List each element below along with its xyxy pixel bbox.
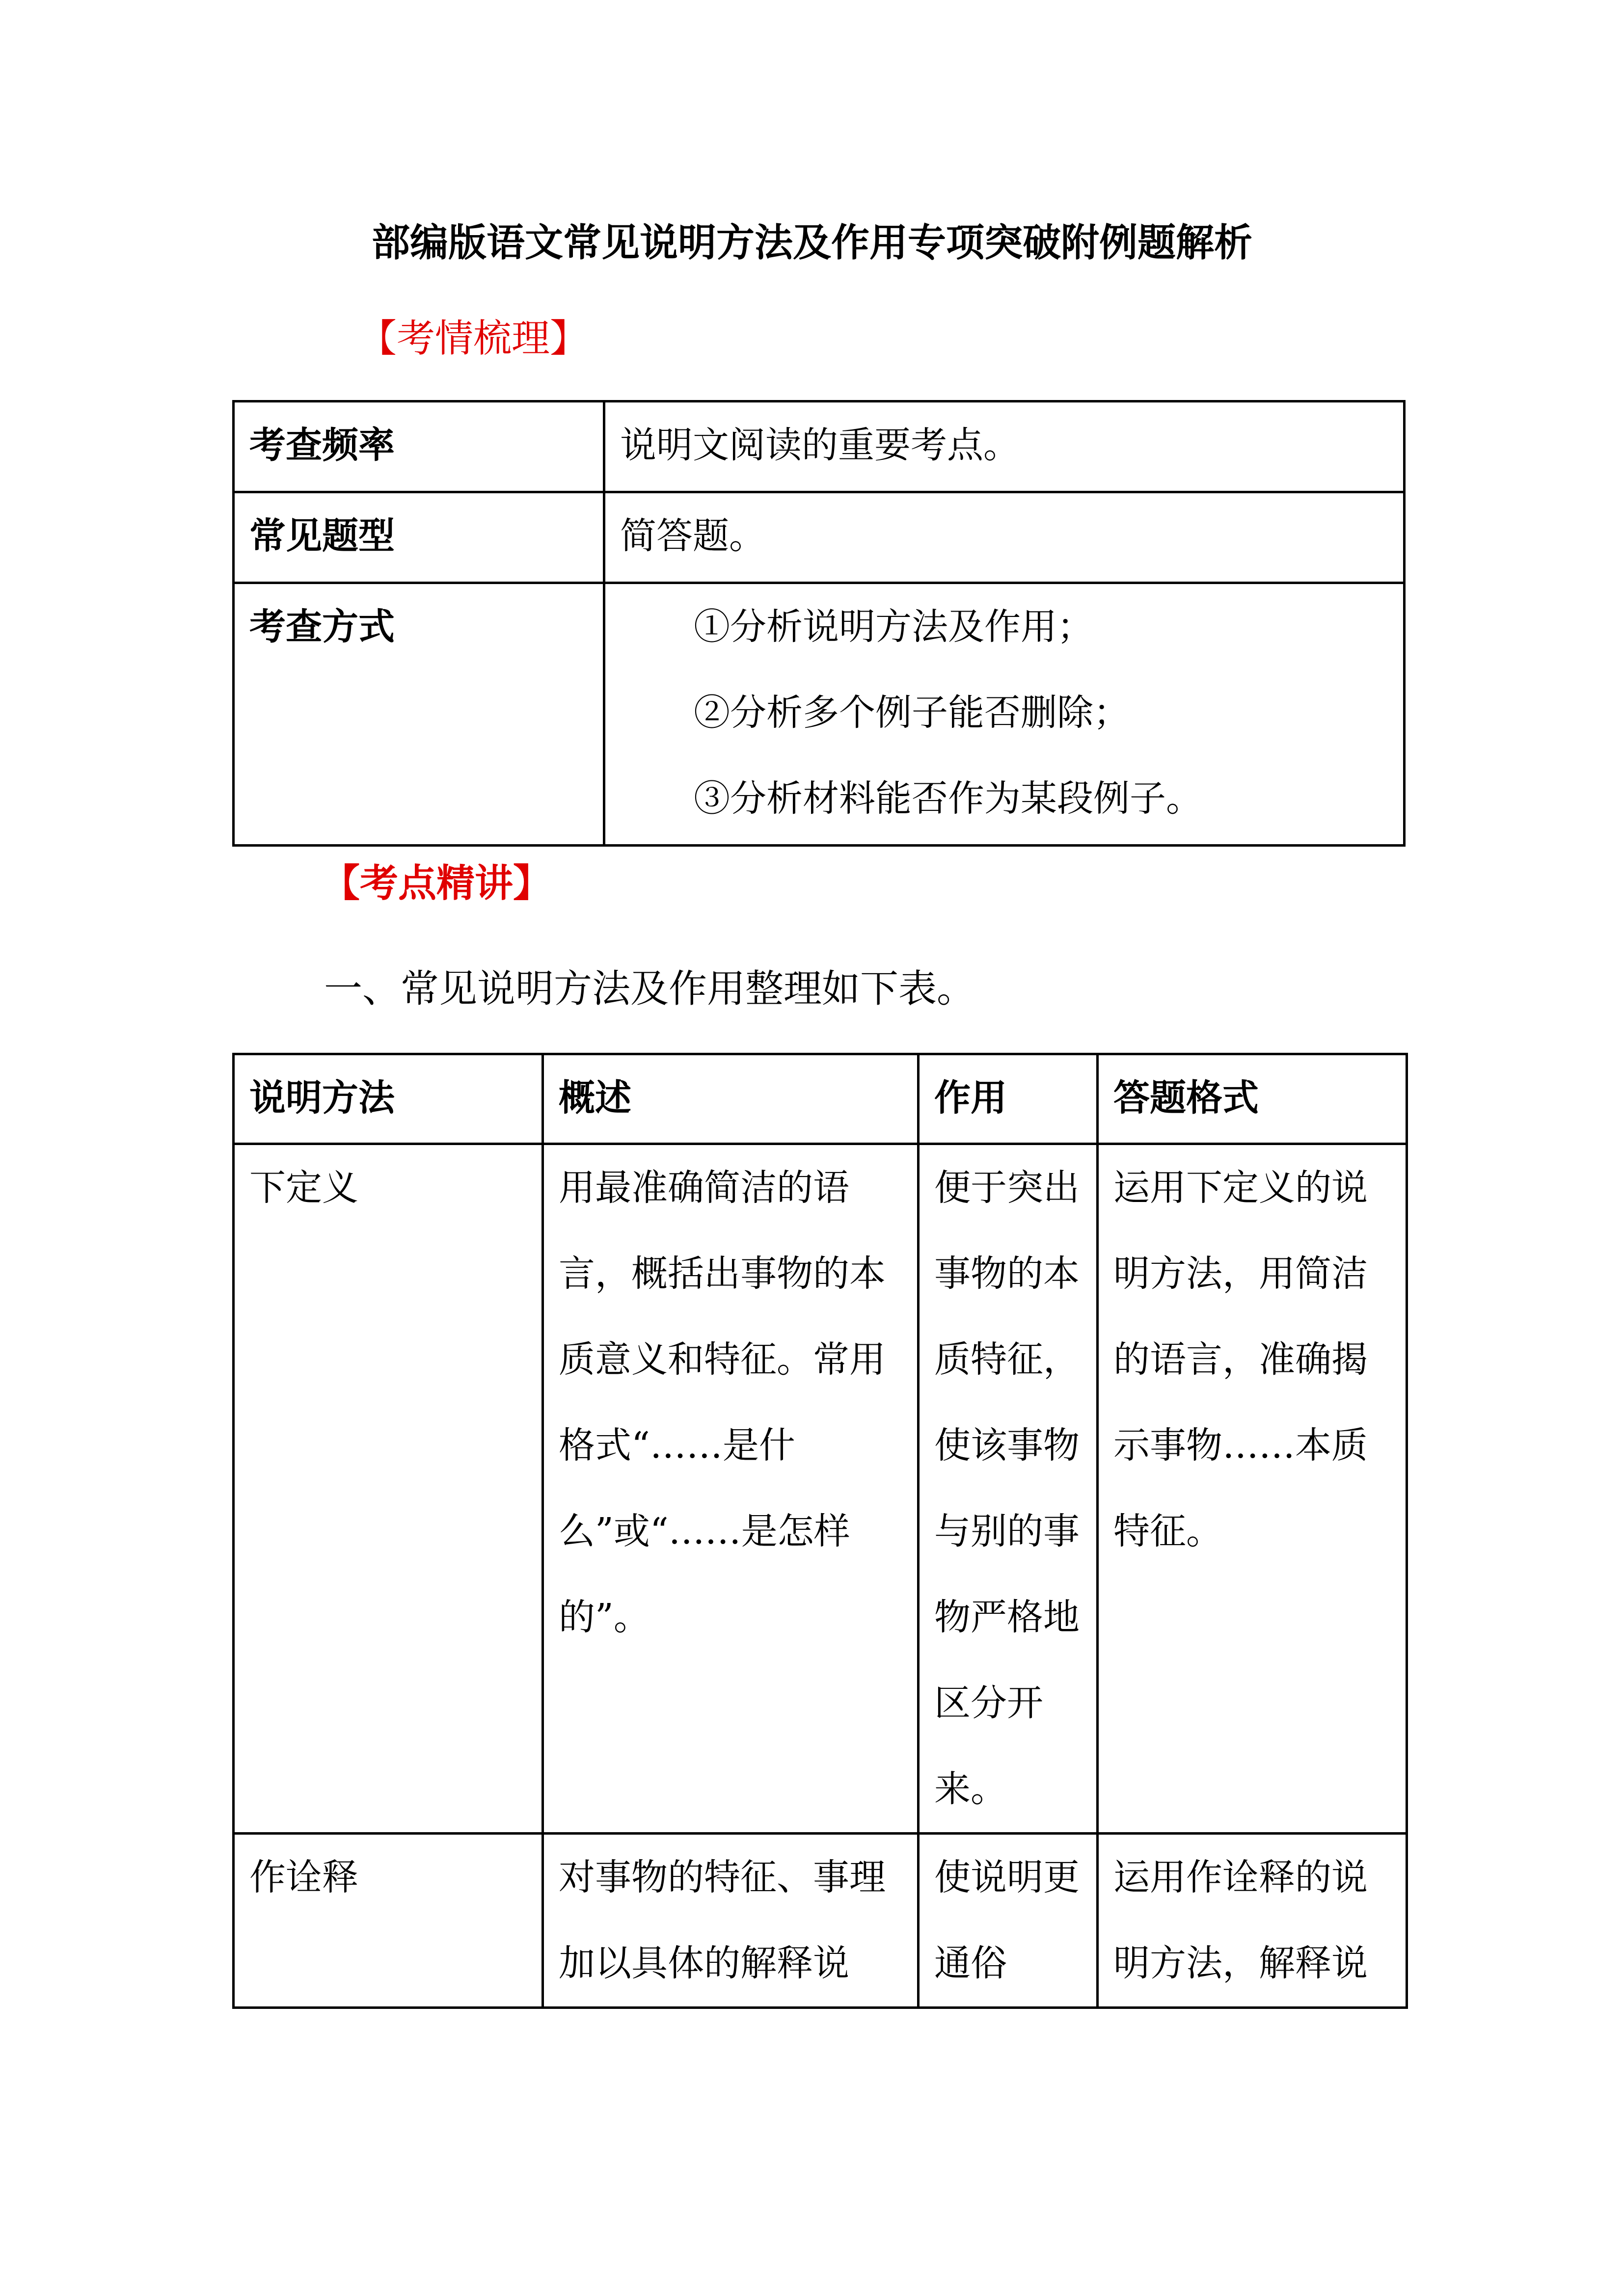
format-cell: 运用作诠释的说明方法，解释说: [1098, 1834, 1407, 2008]
effect-cell: 便于突出事物的本质特征，使该事物与别的事物严格地区分开来。: [919, 1144, 1098, 1834]
column-header: 答题格式: [1098, 1054, 1407, 1144]
summary-cell: 对事物的特征、事理加以具体的解释说: [543, 1834, 919, 2008]
method-cell: 作诠释: [234, 1834, 543, 2008]
methods-table: [232, 1053, 1408, 2009]
section-heading-exam-overview: 【考情梳理】: [358, 317, 589, 361]
summary-cell: 用最准确简洁的语言，概括出事物的本质意义和特征。常用格式“……是什么”或“……是怎样的”。: [543, 1144, 919, 1834]
assessment-method-list: [620, 584, 1388, 842]
table-row: [234, 1144, 1407, 1834]
method-cell: 下定义: [234, 1144, 543, 1834]
list-item: ②分析多个例子能否删除；: [694, 692, 1130, 734]
format-cell: 运用下定义的说明方法，用简洁的语言，准确揭示事物……本质特征。: [1098, 1144, 1407, 1834]
document-title: 部编版语文常见说明方法及作用专项突破附例题解析: [371, 221, 1252, 265]
row-label: 常见题型: [234, 492, 604, 583]
row-value: 简答题。: [604, 492, 1405, 583]
row-value: 说明文阅读的重要考点。: [604, 401, 1405, 492]
section-heading-key-points: 【考点精讲】: [322, 861, 552, 906]
intro-paragraph: 一、常见说明方法及作用整理如下表。: [324, 967, 975, 1011]
column-header: 作用: [919, 1054, 1098, 1144]
table-row: [234, 1834, 1407, 2008]
row-value-list: [604, 583, 1405, 846]
row-label: 考查频率: [234, 401, 604, 492]
list-item: ③分析材料能否作为某段例子。: [694, 777, 1202, 820]
column-header: 说明方法: [234, 1054, 543, 1144]
table-row: [234, 583, 1405, 846]
effect-cell: 使说明更通俗: [919, 1834, 1098, 2008]
column-header: 概述: [543, 1054, 919, 1144]
row-label: 考查方式: [234, 583, 604, 846]
list-item: ①分析说明方法及作用；: [694, 606, 1093, 648]
table-row: [234, 492, 1405, 583]
exam-overview-table: [232, 400, 1406, 847]
table-row: [234, 401, 1405, 492]
table-header-row: [234, 1054, 1407, 1144]
